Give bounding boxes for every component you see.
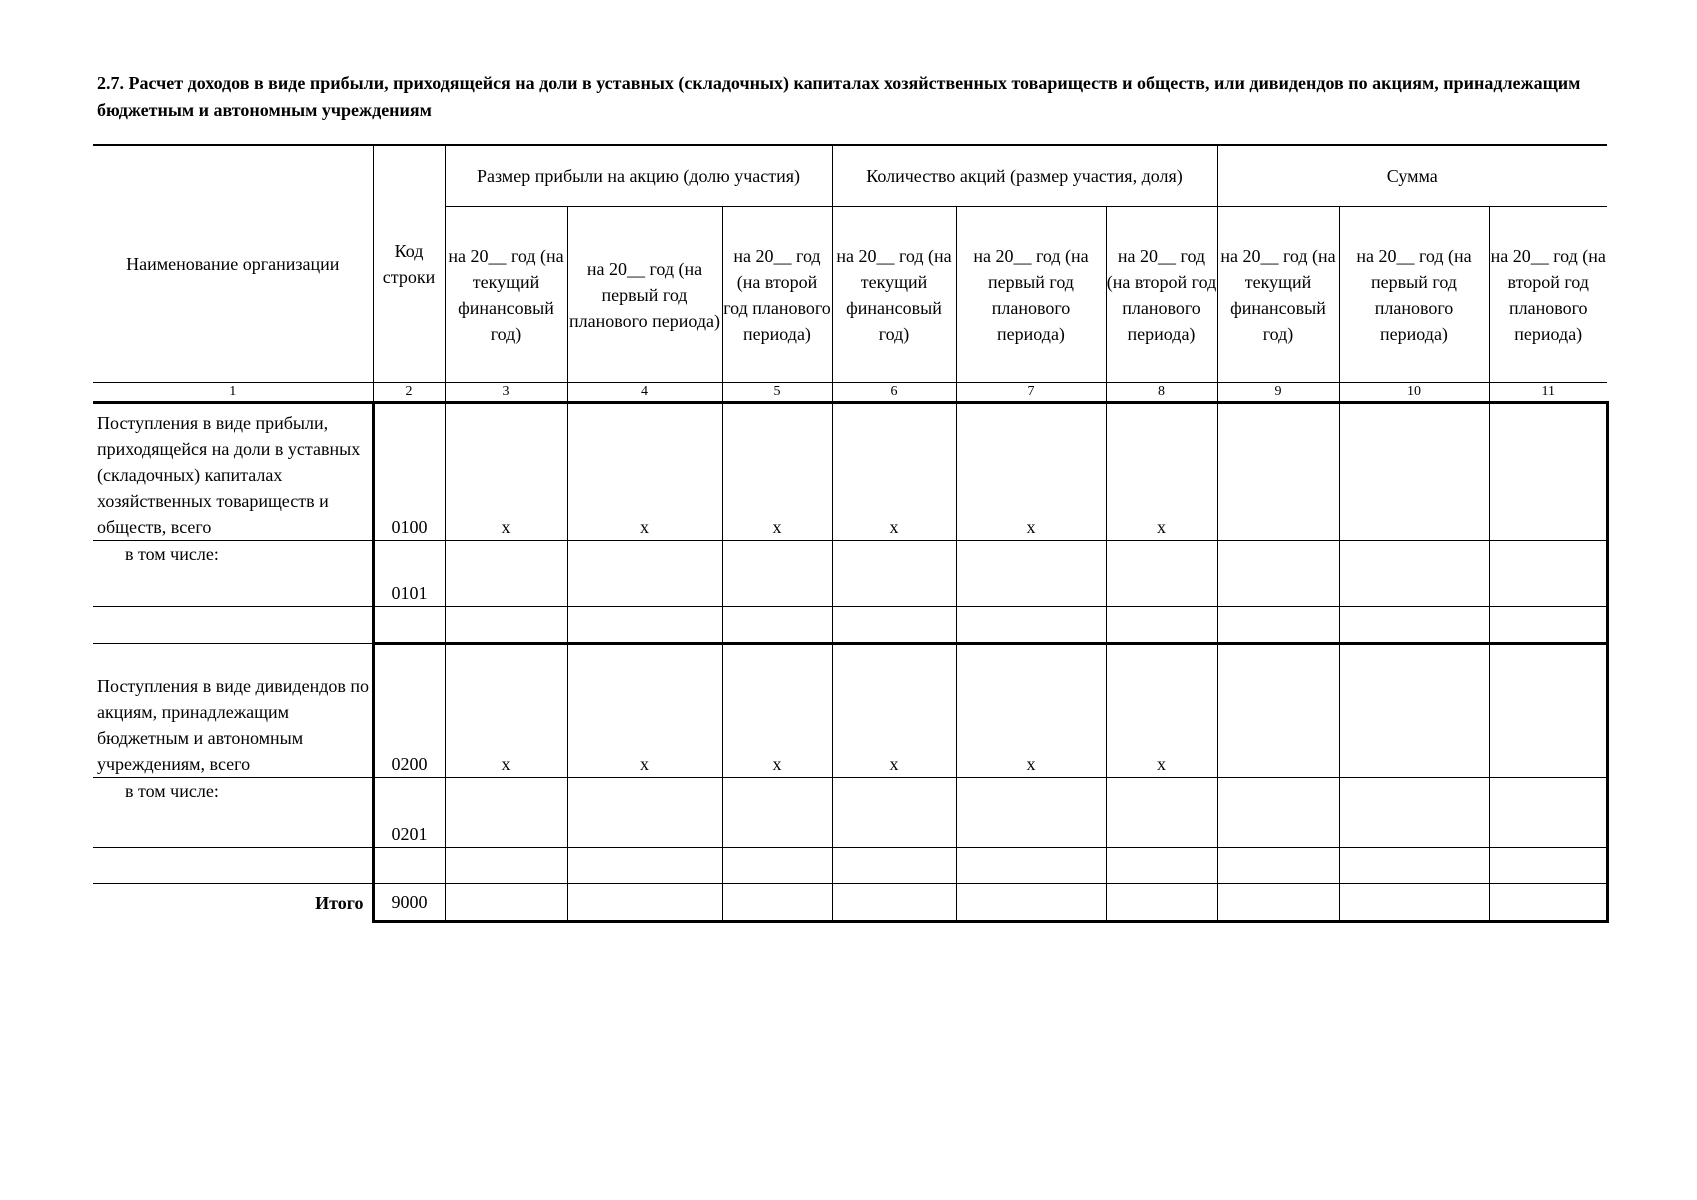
table-cell[interactable]	[1489, 607, 1607, 644]
row-name: в том числе:	[93, 541, 373, 607]
table-cell[interactable]	[1217, 607, 1339, 644]
table-cell[interactable]: x	[445, 644, 567, 778]
column-number: 4	[567, 383, 722, 403]
table-cell[interactable]	[1339, 403, 1489, 541]
header-group-shares: Количество акций (размер участия, доля)	[832, 146, 1217, 207]
row-code	[373, 607, 445, 644]
header-row-groups	[93, 146, 1607, 207]
table-cell[interactable]	[956, 778, 1106, 848]
header-sum-second: на 20__ год (на второй год планового периода)	[1489, 207, 1607, 383]
table-cell[interactable]	[956, 848, 1106, 884]
header-shares-current: на 20__ год (на текущий финансовый год)	[832, 207, 956, 383]
row-name: в том числе:	[93, 778, 373, 848]
table-row	[93, 403, 1607, 541]
header-name: Наименование организации	[93, 146, 373, 383]
table-cell[interactable]	[1339, 541, 1489, 607]
table-cell[interactable]	[1217, 644, 1339, 778]
row-code: 0101	[373, 541, 445, 607]
column-number-row	[93, 383, 1607, 403]
section-title: 2.7. Расчет доходов в виде прибыли, приходящейся на доли в уставных (складочных) капиталах хозяйственных товариществ и обществ, или дивидендов по акциям, принадлежащим бюджетным и автономным учреждениям	[97, 73, 1581, 120]
income-table	[93, 145, 1609, 923]
table-cell[interactable]	[1217, 541, 1339, 607]
table-cell[interactable]	[956, 884, 1106, 922]
table-cell[interactable]	[1106, 778, 1217, 848]
row-code: 0100	[373, 403, 445, 541]
table-cell[interactable]	[445, 541, 567, 607]
table-cell[interactable]	[1489, 778, 1607, 848]
table-row	[93, 541, 1607, 607]
header-profit-second: на 20__ год (на второй год планового периода)	[722, 207, 832, 383]
table-cell[interactable]	[1106, 541, 1217, 607]
table-cell[interactable]	[956, 541, 1106, 607]
column-number: 10	[1339, 383, 1489, 403]
table-cell[interactable]	[1217, 848, 1339, 884]
header-group-sum: Сумма	[1217, 146, 1607, 207]
header-shares-second: на 20__ год (на второй год планового периода)	[1106, 207, 1217, 383]
table-cell[interactable]	[567, 848, 722, 884]
table-cell[interactable]	[445, 607, 567, 644]
table-cell[interactable]	[1489, 884, 1607, 922]
table-cell[interactable]	[445, 848, 567, 884]
table-cell[interactable]: x	[956, 644, 1106, 778]
table-cell[interactable]: x	[722, 644, 832, 778]
table-cell[interactable]	[1106, 848, 1217, 884]
table-cell[interactable]	[1339, 607, 1489, 644]
table-cell[interactable]	[722, 607, 832, 644]
table-cell[interactable]: x	[1106, 403, 1217, 541]
table-cell[interactable]	[1106, 607, 1217, 644]
table-cell[interactable]: x	[722, 403, 832, 541]
table-cell[interactable]	[722, 541, 832, 607]
row-code: 9000	[373, 884, 445, 922]
table-cell[interactable]	[832, 607, 956, 644]
header-profit-first: на 20__ год (на первый год планового периода)	[567, 207, 722, 383]
header-code: Код строки	[373, 146, 445, 383]
column-number: 2	[373, 383, 445, 403]
table-cell[interactable]	[567, 884, 722, 922]
column-number: 11	[1489, 383, 1607, 403]
table-cell[interactable]	[1339, 778, 1489, 848]
table-cell[interactable]	[1217, 884, 1339, 922]
table-cell[interactable]	[1217, 403, 1339, 541]
table-cell[interactable]	[1217, 778, 1339, 848]
table-row	[93, 848, 1607, 884]
table-cell[interactable]	[567, 607, 722, 644]
table-cell[interactable]	[1339, 644, 1489, 778]
table-row	[93, 778, 1607, 848]
column-number: 1	[93, 383, 373, 403]
column-number: 7	[956, 383, 1106, 403]
table-cell[interactable]	[445, 778, 567, 848]
table-cell[interactable]	[1106, 884, 1217, 922]
total-label: Итого	[93, 884, 373, 922]
total-row	[93, 884, 1607, 922]
table-cell[interactable]	[1489, 403, 1607, 541]
column-number: 6	[832, 383, 956, 403]
header-sum-first: на 20__ год (на первый год планового периода)	[1339, 207, 1489, 383]
row-name: Поступления в виде прибыли, приходящейся на доли в уставных (складочных) капиталах хозяйственных товариществ и обществ, всего	[93, 403, 373, 541]
row-code: 0200	[373, 644, 445, 778]
table-cell[interactable]	[832, 541, 956, 607]
table-cell[interactable]: x	[445, 403, 567, 541]
header-profit-current: на 20__ год (на текущий финансовый год)	[445, 207, 567, 383]
table-cell[interactable]	[832, 884, 956, 922]
row-code: 0201	[373, 778, 445, 848]
table-cell[interactable]: x	[567, 403, 722, 541]
table-cell[interactable]	[722, 848, 832, 884]
table-cell[interactable]: x	[1106, 644, 1217, 778]
table-cell[interactable]	[722, 778, 832, 848]
row-name	[93, 607, 373, 644]
table-cell[interactable]	[445, 884, 567, 922]
table-cell[interactable]	[567, 541, 722, 607]
table-cell[interactable]	[1339, 884, 1489, 922]
column-number: 3	[445, 383, 567, 403]
column-number: 5	[722, 383, 832, 403]
table-cell[interactable]: x	[832, 403, 956, 541]
table-cell[interactable]	[832, 848, 956, 884]
table-cell[interactable]	[1489, 644, 1607, 778]
table-cell[interactable]	[1339, 848, 1489, 884]
table-cell[interactable]: x	[567, 644, 722, 778]
table-row	[93, 644, 1607, 778]
column-number: 8	[1106, 383, 1217, 403]
row-name: Поступления в виде дивидендов по акциям, принадлежащим бюджетным и автономным учреждениям, всего	[93, 644, 373, 778]
table-cell[interactable]	[722, 884, 832, 922]
table-cell[interactable]	[1489, 848, 1607, 884]
table-cell[interactable]	[832, 778, 956, 848]
header-sum-current: на 20__ год (на текущий финансовый год)	[1217, 207, 1339, 383]
table-cell[interactable]	[956, 607, 1106, 644]
table-cell[interactable]: x	[956, 403, 1106, 541]
header-group-profit: Размер прибыли на акцию (долю участия)	[445, 146, 832, 207]
table-cell[interactable]	[567, 778, 722, 848]
column-number: 9	[1217, 383, 1339, 403]
row-name	[93, 848, 373, 884]
row-code	[373, 848, 445, 884]
table-cell[interactable]	[1489, 541, 1607, 607]
header-shares-first: на 20__ год (на первый год планового периода)	[956, 207, 1106, 383]
table-row	[93, 607, 1607, 644]
table-cell[interactable]: x	[832, 644, 956, 778]
